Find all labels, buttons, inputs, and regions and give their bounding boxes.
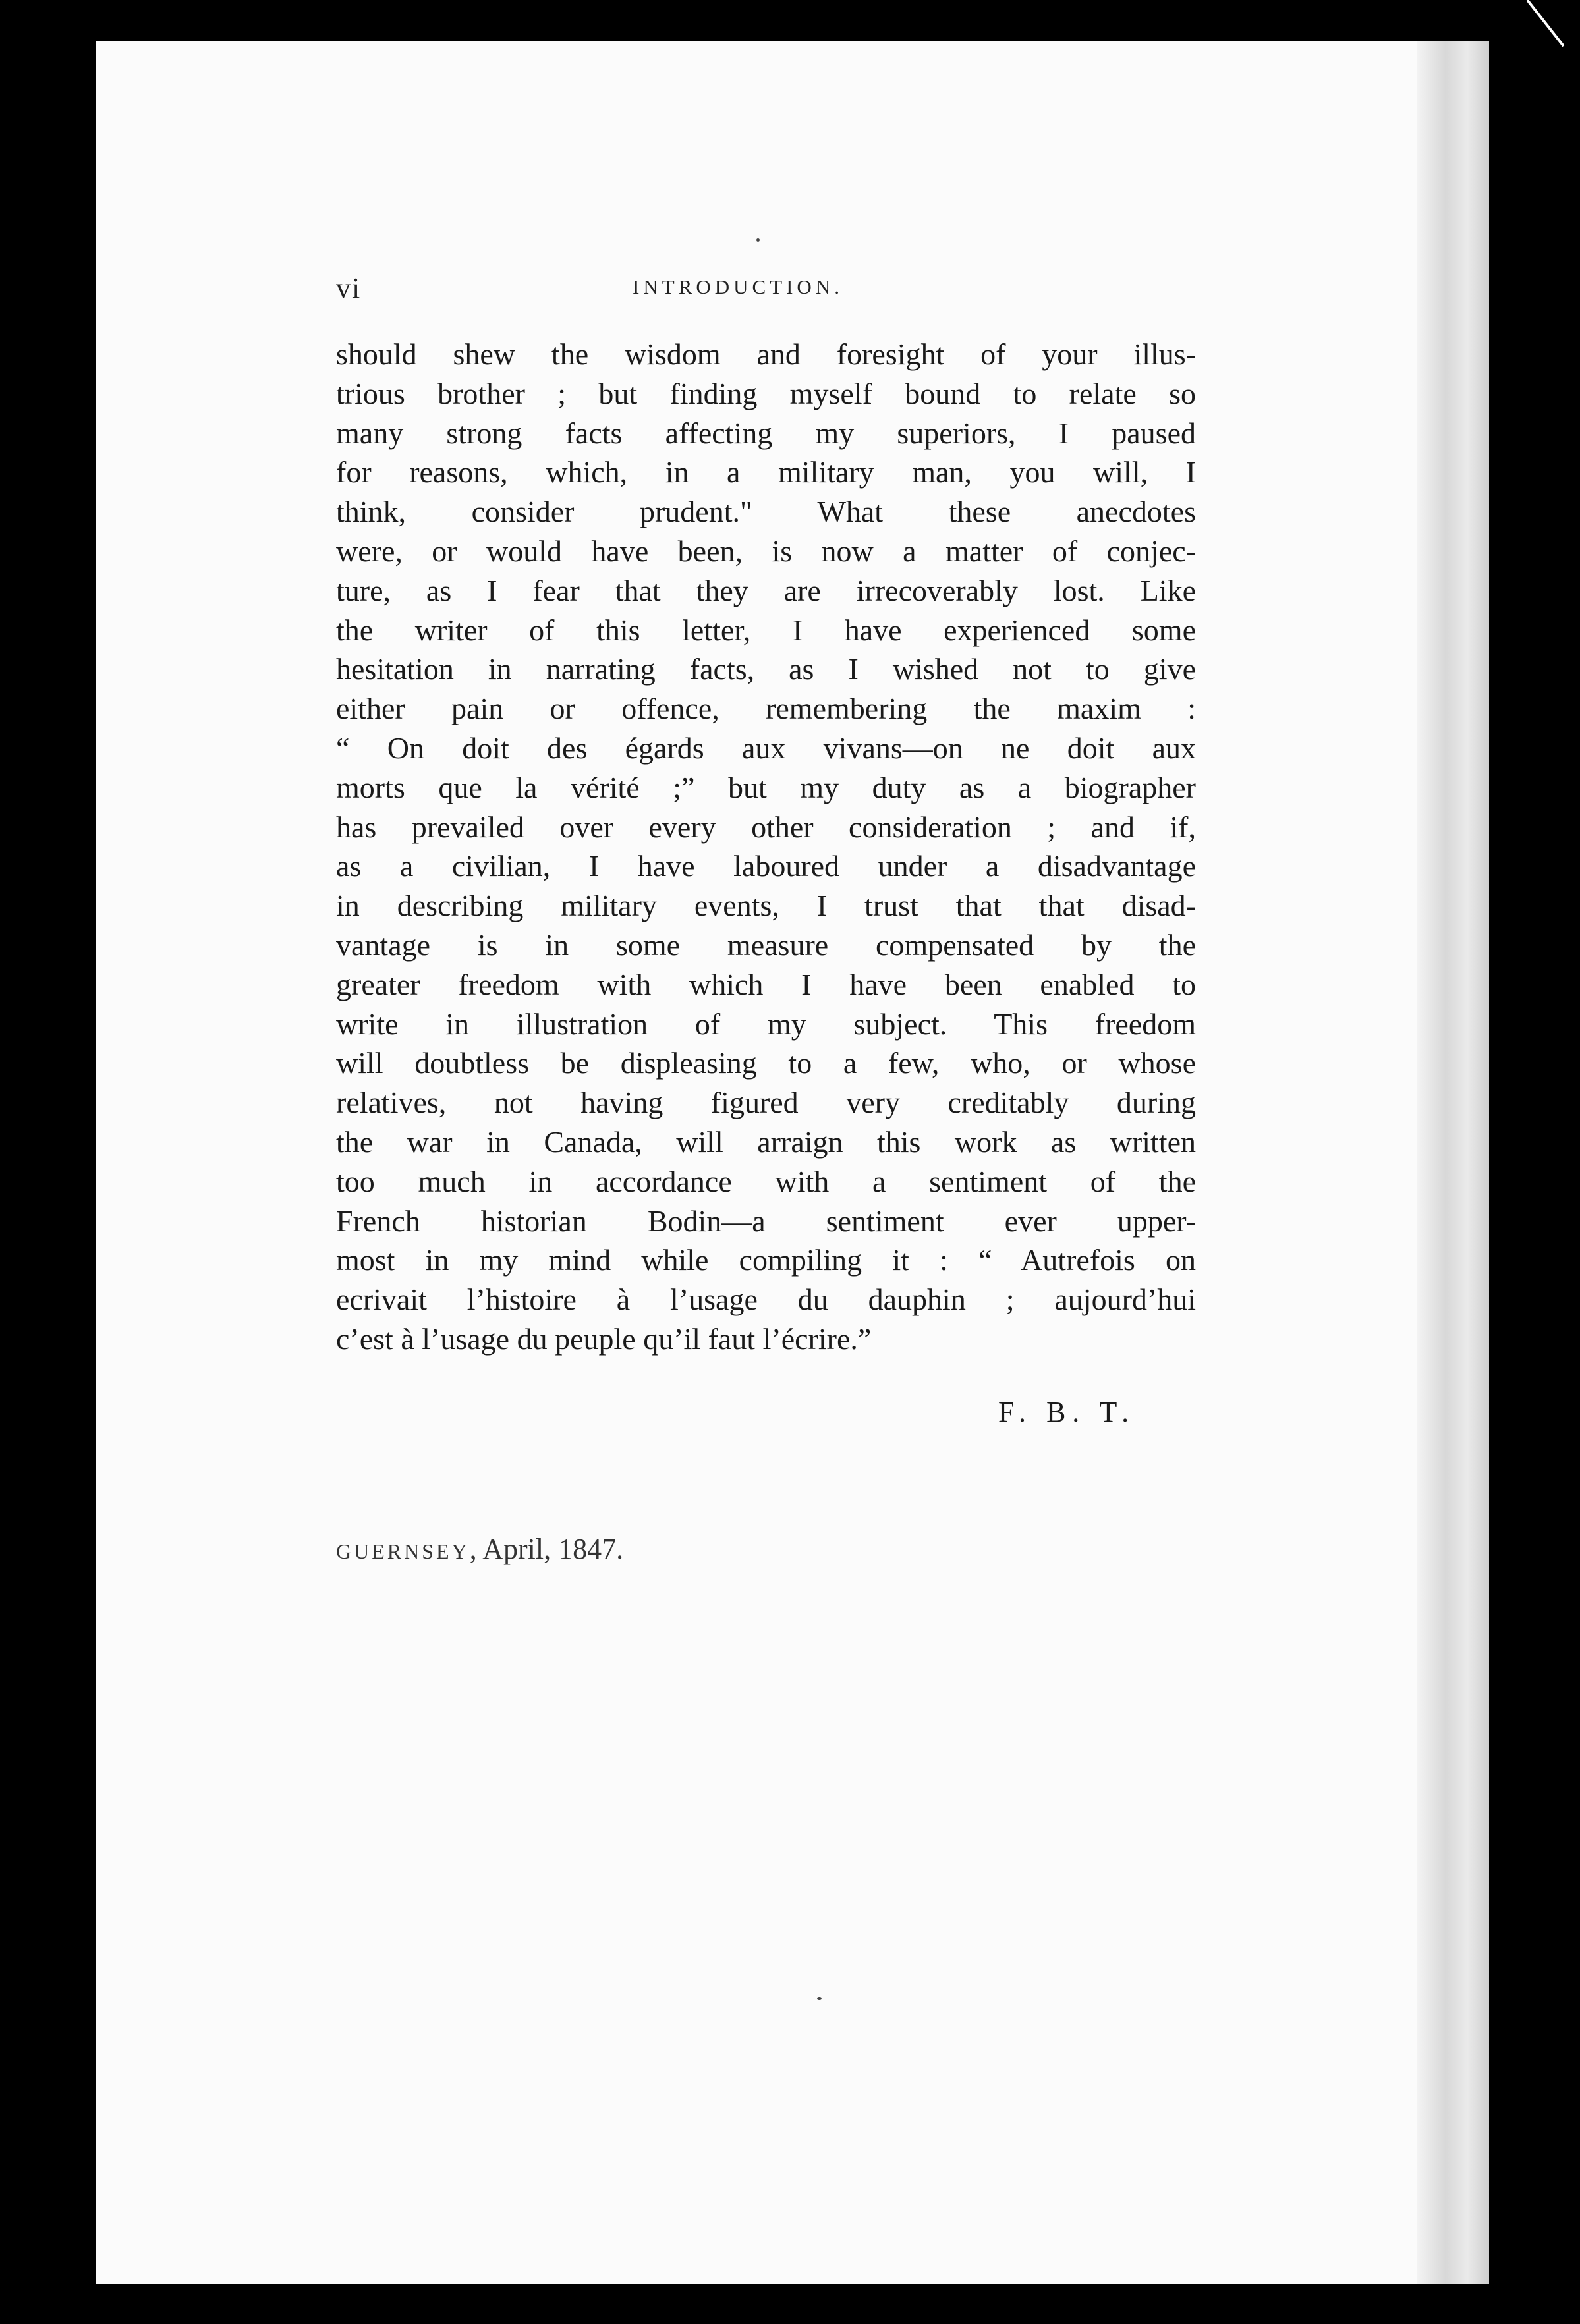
text-line: too much in accordance with a sentiment of the: [336, 1164, 1196, 1198]
scan-corner-mark: [1501, 0, 1580, 79]
running-head-title: INTRODUCTION.: [633, 275, 843, 298]
text-line: should shew the wisdom and foresight of your illus-: [336, 337, 1196, 371]
text-line: many strong facts affecting my superiors, I paused: [336, 416, 1196, 450]
text-line: as a civilian, I have laboured under a disadvantage: [336, 849, 1196, 883]
text-line: has prevailed over every other consideration ; and if,: [336, 810, 1196, 844]
text-line: think, consider prudent." What these anecdotes: [336, 495, 1196, 529]
page-edge-shadow: [1417, 41, 1489, 2284]
text-line: the writer of this letter, I have experienced some: [336, 613, 1196, 647]
text-line: trious brother ; but finding myself bound to relate so: [336, 376, 1196, 410]
text-line: “ On doit des égards aux vivans—on ne doit aux: [336, 731, 1196, 765]
page-number: vi: [336, 272, 362, 304]
scan-speck: [817, 1997, 822, 2000]
text-line: were, or would have been, is now a matter of conjec-: [336, 534, 1196, 568]
text-line: most in my mind while compiling it : “ Autrefois on: [336, 1243, 1196, 1277]
body-text: [336, 335, 1196, 1359]
text-line: vantage is in some measure compensated by the: [336, 927, 1196, 962]
signature-initials: F. B. T.: [998, 1396, 1136, 1428]
text-line: ture, as I fear that they are irrecoverably lost. Like: [336, 573, 1196, 607]
running-head: [336, 271, 1193, 304]
dateline-date: , April, 1847.: [469, 1533, 624, 1565]
text-line: hesitation in narrating facts, as I wished not to give: [336, 652, 1196, 686]
scan-speck: [756, 238, 760, 242]
text-line: c’est à l’usage du peuple qu’il faut l’écrire.”: [336, 1321, 872, 1356]
text-line: write in illustration of my subject. This freedom: [336, 1007, 1196, 1041]
dateline: [336, 1532, 623, 1566]
text-line: greater freedom with which I have been enabled to: [336, 967, 1196, 1001]
text-line: will doubtless be displeasing to a few, who, or whose: [336, 1046, 1196, 1080]
text-line: either pain or offence, remembering the maxim :: [336, 692, 1196, 726]
text-line: morts que la vérité ;” but my duty as a biographer: [336, 770, 1196, 804]
text-line: relatives, not having figured very creditably during: [336, 1086, 1196, 1120]
text-line: for reasons, which, in a military man, you will, I: [336, 455, 1196, 489]
dateline-place: GUERNSEY: [336, 1539, 470, 1563]
text-line: ecrivait l’histoire à l’usage du dauphin ; aujourd’hui: [336, 1283, 1196, 1317]
text-line: French historian Bodin—a sentiment ever upper-: [336, 1204, 1196, 1238]
text-line: in describing military events, I trust that that disad-: [336, 889, 1196, 923]
text-line: the war in Canada, will arraign this work as written: [336, 1124, 1196, 1159]
